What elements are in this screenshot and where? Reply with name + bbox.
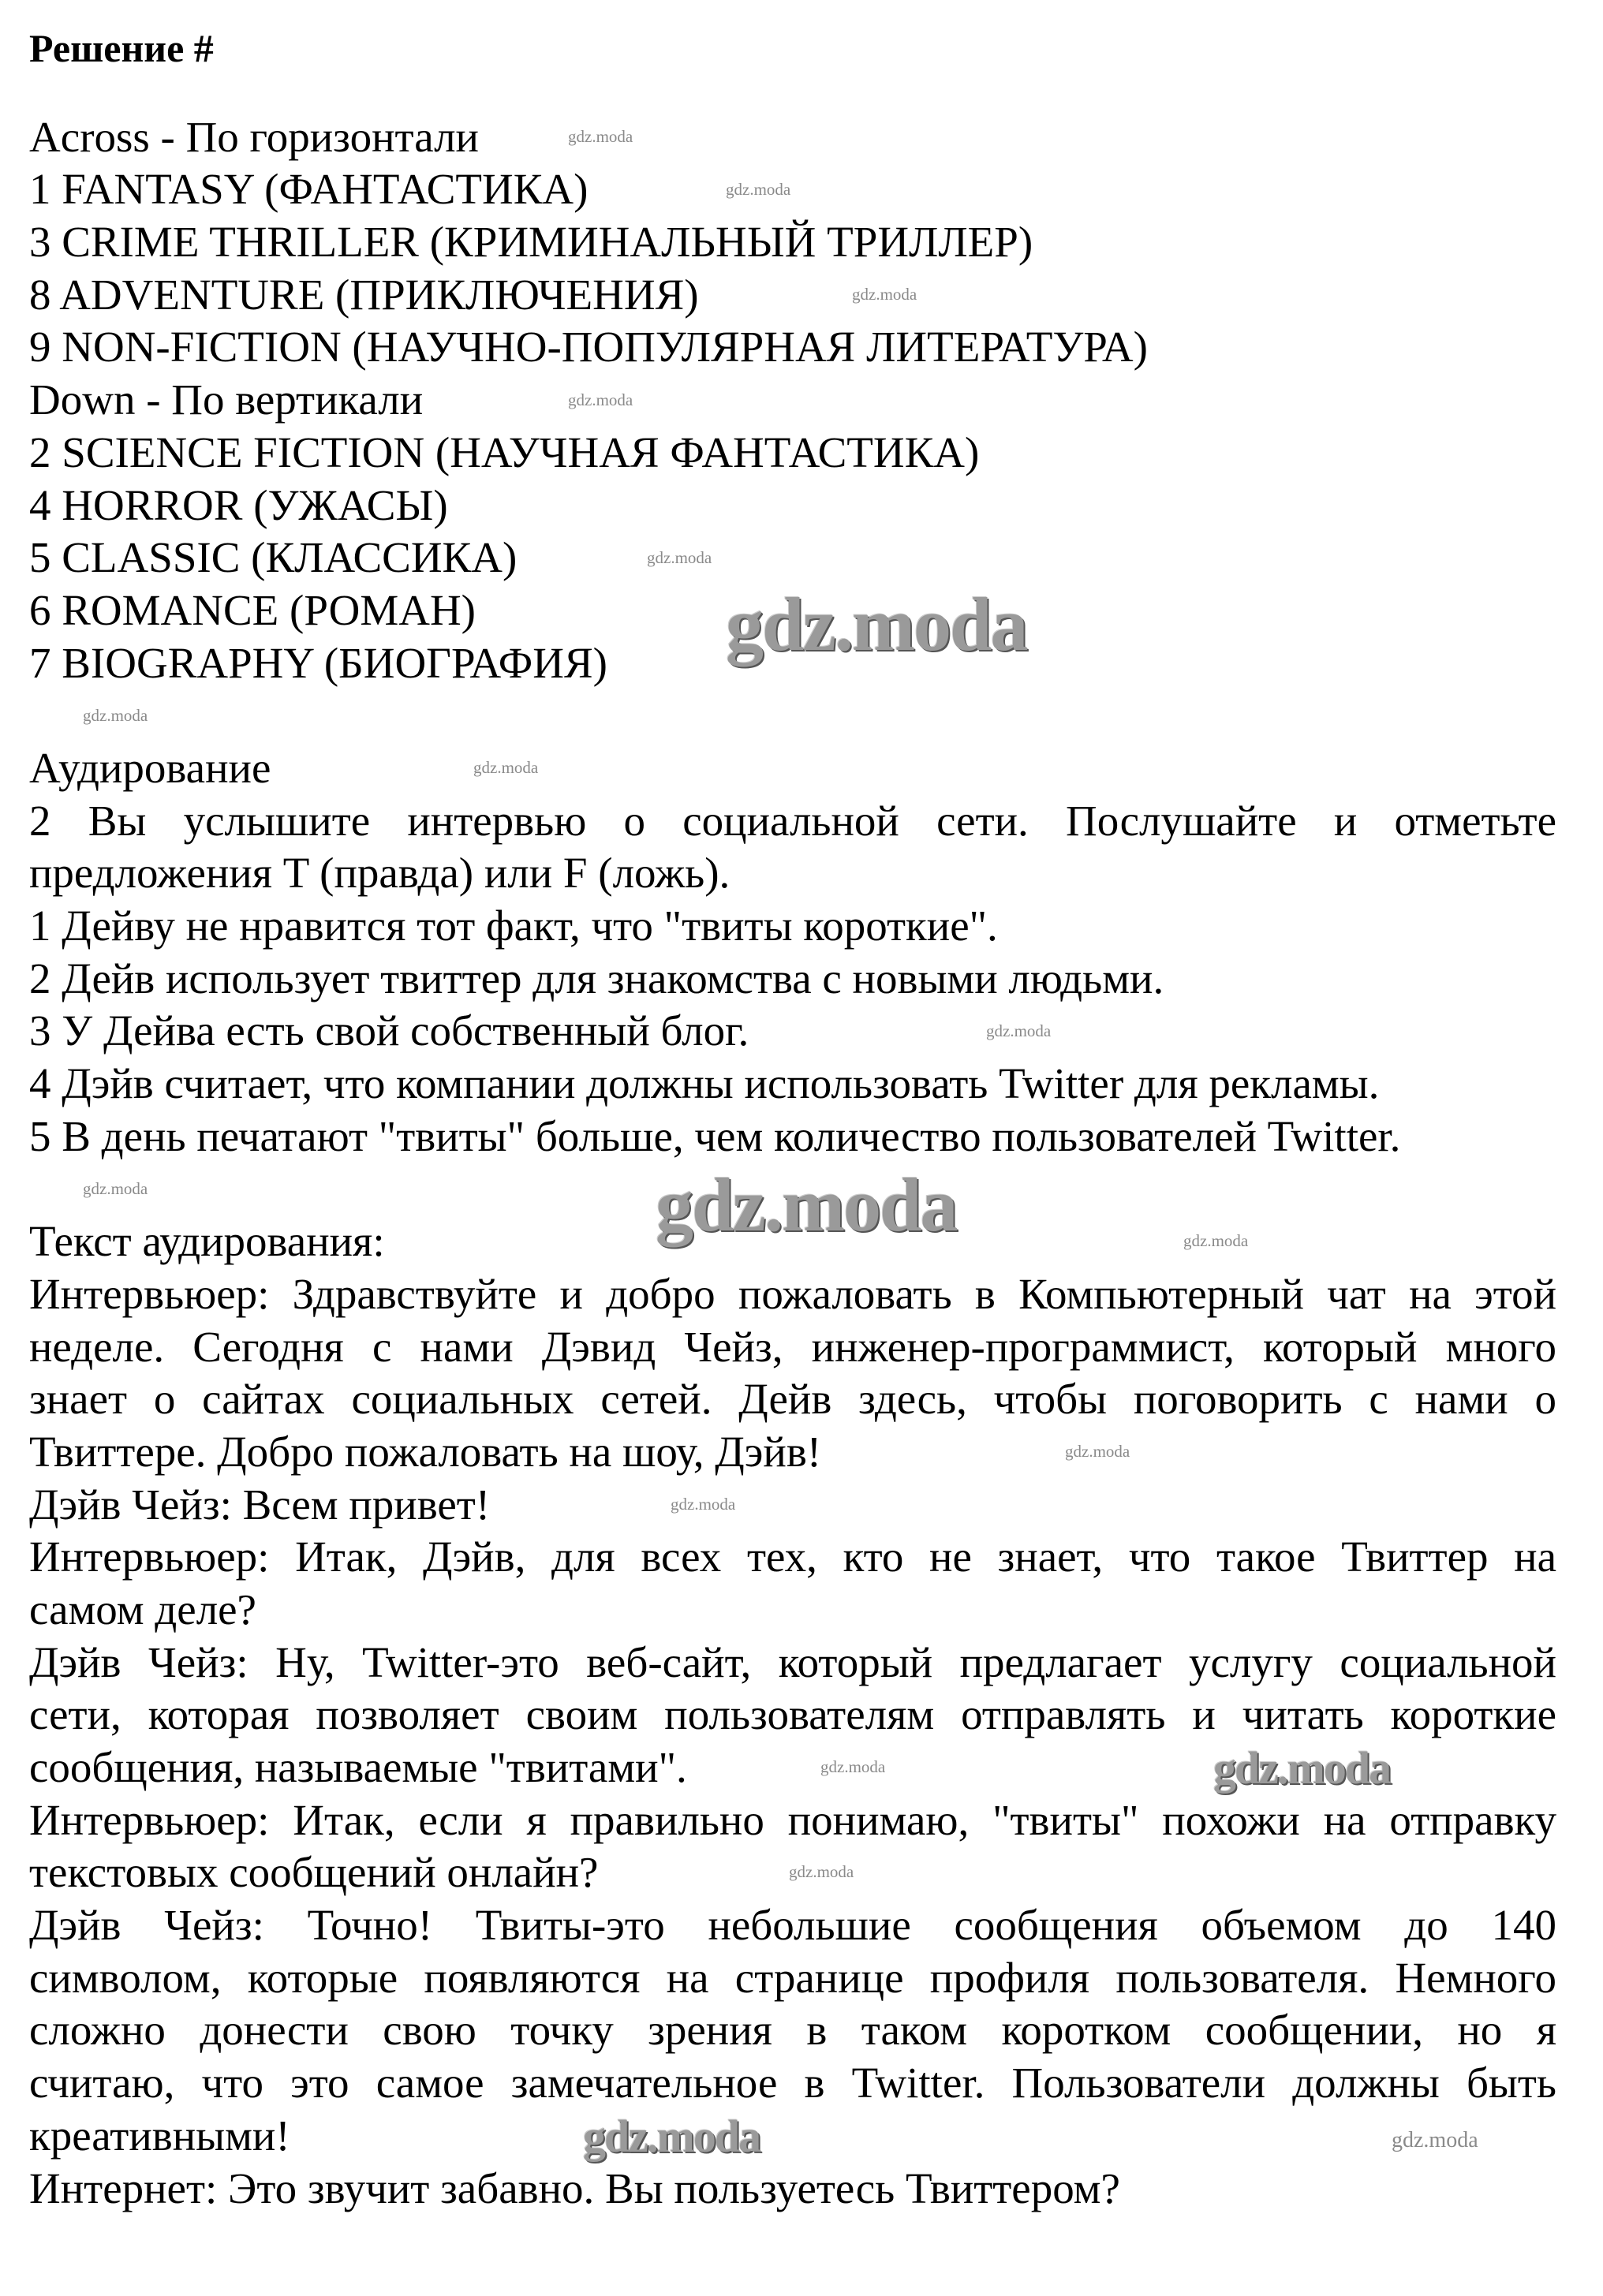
down-item: 5 CLASSIC (КЛАССИКА) [29, 533, 518, 582]
down-heading: Down - По вертикали [29, 375, 424, 424]
down-item: 6 ROMANCE (РОМАН) [29, 585, 476, 634]
listening-task: предложения T (правда) или F (ложь). [29, 849, 731, 898]
transcript-line: сообщения, называемые "твитами". [29, 1743, 687, 1791]
transcript-line: текстовых сообщений онлайн? [29, 1848, 599, 1897]
down-item: 2 SCIENCE FICTION (НАУЧНАЯ ФАНТАСТИКА) [29, 427, 980, 476]
transcript-heading: Текст аудирования: [29, 1217, 385, 1266]
transcript-line: Интервьюер: Итак, Дэйв, для всех тех, кто не знает, что такое Твиттер на [29, 1533, 1556, 1581]
statement: 1 Дейву не нравится тот факт, что "твиты короткие". [29, 902, 998, 950]
transcript-line: самом деле? [29, 1585, 256, 1633]
transcript-line: символом, которые появляются на странице профиля пользователя. Немного [29, 1953, 1556, 2002]
across-item: 9 NON-FICTION (НАУЧНО-ПОПУЛЯРНАЯ ЛИТЕРАТУРА) [29, 323, 1148, 371]
transcript-line: сети, которая позволяет своим пользователям отправлять и читать короткие [29, 1690, 1556, 1739]
transcript-line: креативными! [29, 2111, 290, 2160]
across-item: 3 CRIME THRILLER (КРИМИНАЛЬНЫЙ ТРИЛЛЕР) [29, 218, 1033, 267]
statement: 5 В день печатают "твиты" больше, чем количество пользователей Twitter. [29, 1111, 1401, 1160]
watermark-small: gdz.moda [852, 285, 917, 304]
transcript-line: сложно донести свою точку зрения в таком коротком сообщении, но я [29, 2006, 1556, 2055]
transcript-line: Интервьюер: Итак, если я правильно понимаю, "твиты" похожи на отправку [29, 1795, 1556, 1844]
transcript-line: знает о сайтах социальных сетей. Дейв здесь, чтобы поговорить с нами о [29, 1375, 1556, 1424]
watermark-large: gdz.moda [656, 1163, 957, 1247]
watermark-small: gdz.moda [568, 390, 633, 409]
watermark-small: gdz.moda [726, 180, 791, 199]
statement: 4 Дэйв считает, что компании должны использовать Twitter для рекламы. [29, 1059, 1380, 1108]
across-item: 8 ADVENTURE (ПРИКЛЮЧЕНИЯ) [29, 270, 699, 319]
watermark-small: gdz.moda [1392, 2128, 1478, 2152]
watermark-large: gdz.moda [583, 2111, 760, 2162]
document-page [29, 22, 1556, 2215]
down-item: 4 HORROR (УЖАСЫ) [29, 480, 448, 529]
transcript-line: Интервьюер: Здравствуйте и добро пожаловать в Компьютерный чат на этой [29, 1269, 1556, 1318]
transcript-line: Дэйв Чейз: Всем привет! [29, 1480, 491, 1529]
watermark-small: gdz.moda [1065, 1442, 1130, 1461]
watermark-small: gdz.moda [83, 706, 148, 725]
watermark-small: gdz.moda [671, 1495, 736, 1514]
statement: 2 Дейв использует твиттер для знакомства с новыми людьми. [29, 954, 1164, 1002]
statement: 3 У Дейва есть свой собственный блог. [29, 1006, 749, 1055]
transcript-line: неделе. Сегодня с нами Дэвид Чейз, инженер-программист, который много [29, 1322, 1556, 1371]
watermark-small: gdz.moda [789, 1862, 854, 1881]
watermark-large: gdz.moda [726, 582, 1027, 666]
watermark-small: gdz.moda [568, 127, 633, 146]
transcript-line: Твиттере. Добро пожаловать на шоу, Дэйв! [29, 1427, 822, 1476]
transcript-line: считаю, что это самое замечательное в Twitter. Пользователи должны быть [29, 2059, 1556, 2107]
spacer [29, 689, 1556, 742]
transcript-line: Интернет: Это звучит забавно. Вы пользуетесь Твиттером? [29, 2163, 1120, 2212]
watermark-small: gdz.moda [820, 1757, 886, 1776]
watermark-small: gdz.moda [83, 1179, 148, 1198]
transcript-line: Дэйв Чейз: Ну, Twitter-это веб-сайт, который предлагает услугу социальной [29, 1637, 1556, 1686]
down-item: 7 BIOGRAPHY (БИОГРАФИЯ) [29, 638, 607, 687]
watermark-small: gdz.moda [986, 1021, 1052, 1040]
page-title: Решение # [29, 26, 214, 70]
watermark-small: gdz.moda [647, 548, 712, 567]
watermark-large: gdz.moda [1213, 1742, 1391, 1794]
across-heading: Across - По горизонтали [29, 112, 479, 161]
listening-heading: Аудирование [29, 743, 271, 792]
watermark-small: gdz.moda [1183, 1231, 1249, 1250]
watermark-small: gdz.moda [473, 758, 539, 777]
across-item: 1 FANTASY (ФАНТАСТИКА) [29, 165, 589, 214]
transcript-line: Дэйв Чейз: Точно! Твиты-это небольшие сообщения объемом до 140 [29, 1901, 1556, 1950]
listening-task: 2 Вы услышите интервью о социальной сети. Послушайте и отметьте [29, 796, 1556, 845]
